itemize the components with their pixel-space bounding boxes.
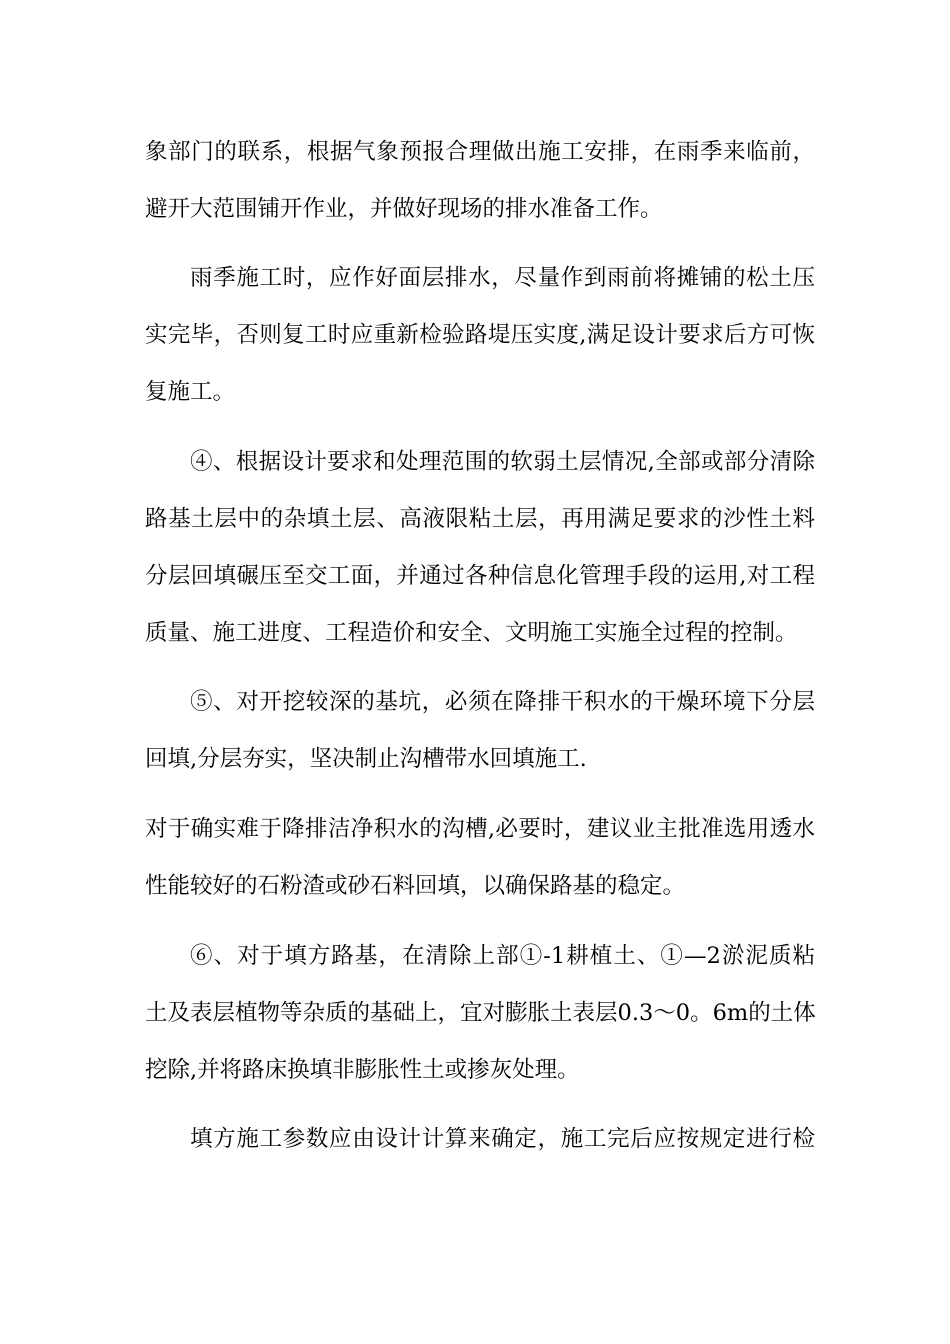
text-line: 避开大范围铺开作业，并做好现场的排水准备工作。 (145, 196, 663, 222)
paragraph-first-line: ④、根据设计要求和处理范围的软弱土层情况,全部或部分清除 (190, 449, 815, 475)
text-line: 实完毕，否则复工时应重新检验路堤压实度,满足设计要求后方可恢 (145, 322, 815, 348)
text-line: 复施工。 (145, 379, 236, 405)
paragraph-first-line: ⑤、对开挖较深的基坑，必须在降排干积水的干燥环境下分层 (190, 689, 815, 715)
paragraph-first-line: 对于确实难于降排洁净积水的沟槽,必要时，建议业主批准选用透水 (145, 816, 815, 842)
paragraph-first-line: 填方施工参数应由设计计算来确定，施工完后应按规定进行检 (190, 1126, 815, 1152)
text-line: 回填,分层夯实，坚决制止沟槽带水回填施工. (145, 746, 587, 772)
text-line: 质量、施工进度、工程造价和安全、文明施工实施全过程的控制。 (145, 620, 798, 646)
text-line: 性能较好的石粉渣或砂石料回填，以确保路基的稳定。 (145, 873, 686, 899)
paragraph-first-line: ⑥、对于填方路基，在清除上部①-1耕植土、①—2淤泥质粘 (190, 943, 815, 969)
paragraph-first-line: 雨季施工时，应作好面层排水，尽量作到雨前将摊铺的松土压 (190, 265, 815, 291)
text-line: 象部门的联系，根据气象预报合理做出施工安排，在雨季来临前， (145, 139, 815, 165)
text-line: 挖除,并将路床换填非膨胀性土或掺灰处理。 (145, 1057, 580, 1083)
text-line: 分层回填碾压至交工面，并通过各种信息化管理手段的运用,对工程 (145, 563, 815, 589)
text-line: 土及表层植物等杂质的基础上，宜对膨胀土表层0.3～0。6m的土体 (145, 1000, 816, 1026)
text-line: 路基土层中的杂填土层、高液限粘土层，再用满足要求的沙性土料 (145, 506, 815, 532)
